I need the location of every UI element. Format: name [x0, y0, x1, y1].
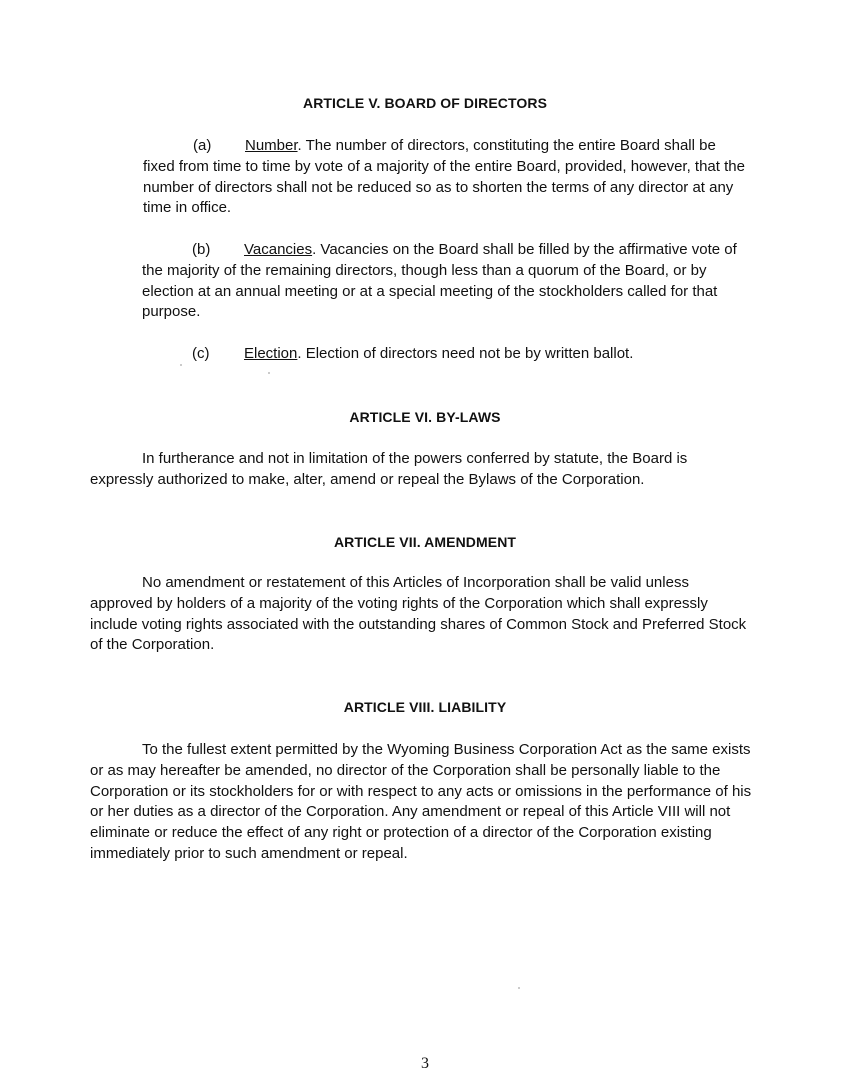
article-viii-heading: ARTICLE VIII. LIABILITY	[343, 699, 507, 715]
article-v-section-a	[143, 136, 749, 219]
article-vii-body: No amendment or restatement of this Articles of Incorporation shall be valid unless approved by holders of a majority of the voting rights of the Corporation which shall expressly include voting rights associated with the outstanding shares of Common Stock and Preferred Stock of the Corporation.	[90, 574, 747, 654]
section-b-label: (b)	[192, 241, 211, 258]
section-b-title: Vacancies	[244, 241, 313, 258]
article-v-section-b	[142, 240, 749, 323]
article-vi-heading: ARTICLE VI. BY-LAWS	[349, 409, 501, 425]
section-c-title: Election	[244, 345, 298, 362]
page-number: 3	[421, 1055, 429, 1072]
scan-speck	[180, 364, 182, 366]
scan-speck	[268, 372, 270, 374]
article-v-heading: ARTICLE V. BOARD OF DIRECTORS	[302, 95, 548, 111]
section-c-label: (c)	[192, 345, 210, 362]
article-v-section-c	[142, 344, 749, 365]
section-a-title: Number	[245, 137, 298, 154]
scan-speck	[518, 987, 520, 989]
section-b-text: . Vacancies on the Board shall be filled by the affirmative vote of the majority of the remaining directors, though less than a quorum of the Board, or by election at an annual meeting or at a special meeting of the stockholders called for that purpose.	[142, 241, 737, 321]
section-c-text: . Election of directors need not be by written ballot.	[297, 345, 634, 362]
article-vii-heading: ARTICLE VII. AMENDMENT	[333, 534, 517, 550]
section-a-text: . The number of directors, constituting the entire Board shall be fixed from time to time by vote of a majority of the entire Board, provided, however, that the number of directors shall not be reduced so as to shorten the terms of any director at any time in office.	[143, 137, 745, 217]
article-viii-body: To the fullest extent permitted by the Wyoming Business Corporation Act as the same exists or as may hereafter be amended, no director of the Corporation shall be personally liable to the Corporation or its stockholders for or with respect to any acts or omissions in the performance of his or her duties as a director of the Corporation. Any amendment or repeal of this Article VIII will not eliminate or reduce the effect of any right or protection of a director of the Corporation existing immediately prior to such amendment or repeal.	[90, 741, 752, 862]
section-a-label: (a)	[193, 137, 212, 154]
article-vi-body: In furtherance and not in limitation of the powers conferred by statute, the Board is expressly authorized to make, alter, amend or repeal the Bylaws of the Corporation.	[90, 450, 688, 488]
